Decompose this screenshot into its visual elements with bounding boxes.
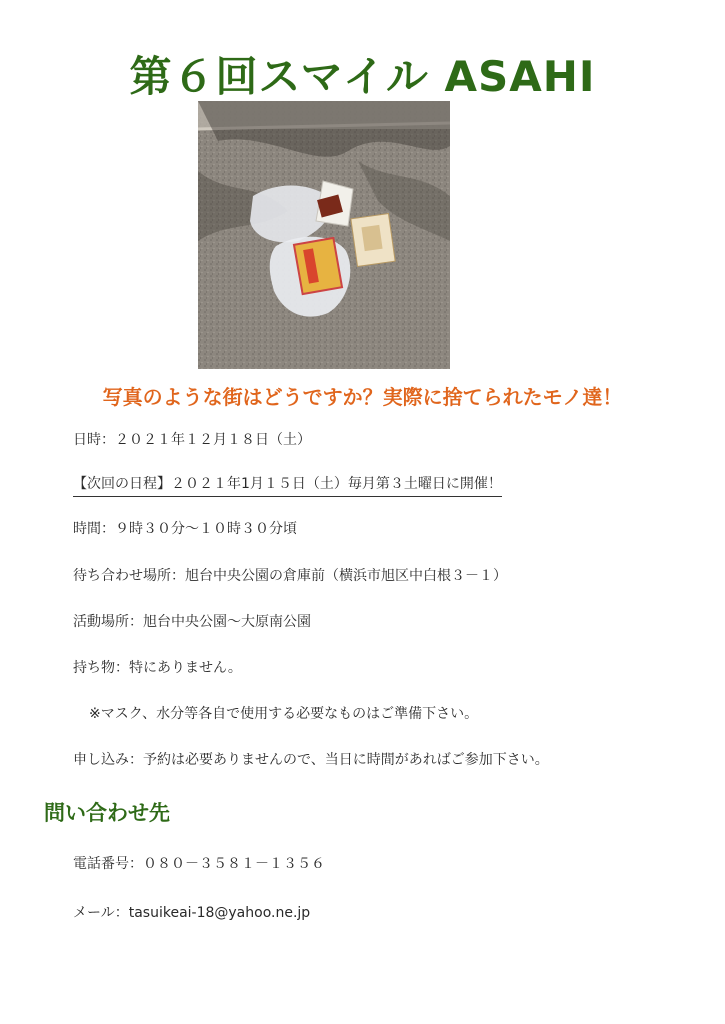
belongings-note: ※マスク、水分等各自で使用する必要なものはご準備下さい。: [89, 706, 479, 722]
litter-photo: [198, 101, 450, 369]
photo-caption: 写真のような街はどうですか？実際に捨てられたモノ達！: [102, 385, 623, 409]
next-schedule: 【次回の日程】２０２１年1月１５日（土）毎月第３土曜日に開催！: [73, 473, 502, 497]
meeting-place: 待ち合わせ場所：旭台中央公園の倉庫前（横浜市旭区中白根３－１）: [73, 568, 507, 584]
event-date: 日時：２０２１年１２月１８日（土）: [73, 432, 311, 448]
contact-phone: 電話番号：０８０－３５８１－１３５６: [73, 856, 325, 872]
application-info: 申し込み：予約は必要ありませんので、当日に時間があればご参加下さい。: [73, 752, 549, 768]
page-title: 第６回スマイル ASAHI: [129, 52, 596, 101]
event-time: 時間：９時３０分～１０時３０分頃: [73, 521, 297, 537]
contact-email: メール：tasuikeai-18@yahoo.ne.jp: [73, 905, 311, 921]
belongings: 持ち物：特にありません。: [73, 660, 242, 676]
contact-heading: 問い合わせ先: [44, 801, 170, 825]
activity-place: 活動場所：旭台中央公園～大原南公園: [73, 614, 311, 630]
